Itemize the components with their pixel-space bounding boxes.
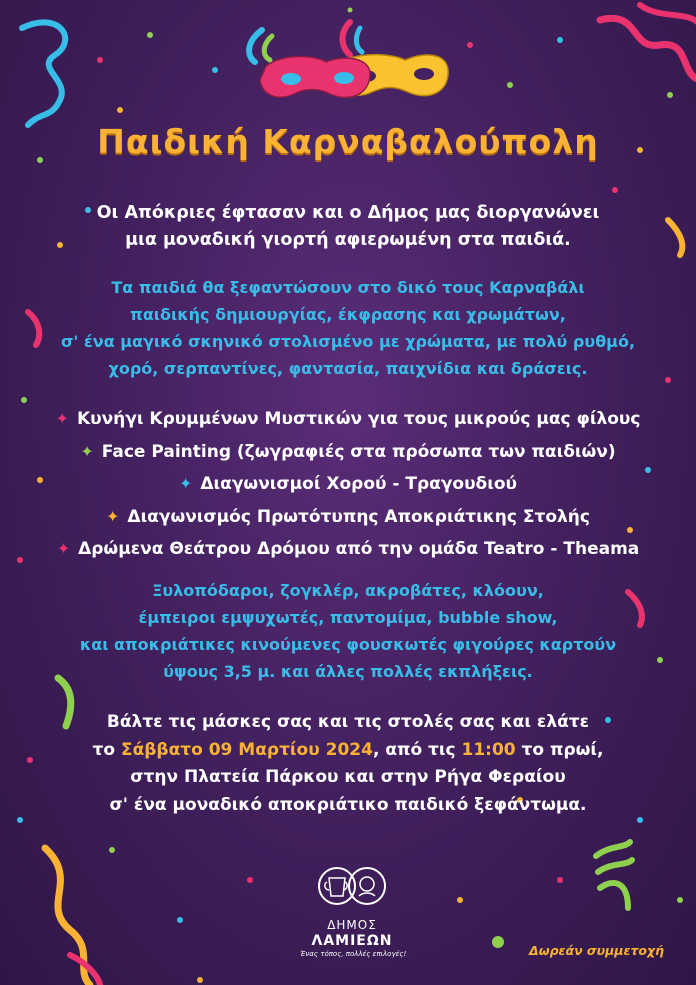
activity-text: Διαγωνισμοί Χορού - Τραγουδιού — [200, 474, 518, 494]
description-line: παιδικής δημιουργίας, έκφρασης και χρωμάτων, — [130, 305, 566, 324]
activity-text: Δρώμενα Θεάτρου Δρόμου από την ομάδα Teatro - Theama — [78, 539, 640, 559]
invitation-text: το πρωί, — [515, 739, 604, 760]
performers-line: Ξυλοπόδαροι, ζογκλέρ, ακροβάτες, κλόουν, — [152, 581, 544, 600]
page-title: Παιδική Καρναβαλούπολη — [97, 122, 599, 161]
intro-line: Οι Απόκριες έφτασαν και ο Δήμος μας διοργανώνει — [96, 203, 600, 223]
activity-text: Face Painting (ζωγραφιές στα πρόσωπα των παιδιών) — [101, 441, 616, 462]
invitation-text: , από τις — [372, 739, 462, 760]
municipality-emblem-icon — [315, 862, 389, 912]
activities-list — [0, 403, 696, 566]
free-entry-label: Δωρεάν συμμετοχή — [529, 943, 664, 958]
star-bullet-icon: ✦ — [178, 474, 193, 493]
description-line: Τα παιδιά θα ξεφαντώσουν στο δικό τους Καρναβάλι — [111, 278, 585, 297]
description-paragraph — [0, 274, 696, 382]
list-item — [0, 501, 696, 534]
star-bullet-icon: ✦ — [55, 409, 69, 428]
description-line: χορό, σερπαντίνες, φαντασία, παιχνίδια και δράσεις. — [108, 359, 588, 378]
invitation-line: στην Πλατεία Πάρκου και στην Ρήγα Φεραίου — [130, 767, 566, 787]
event-date: Σάββατο 09 Μαρτίου 2024 — [120, 739, 373, 760]
invitation-paragraph — [0, 709, 696, 819]
logo-name: ΔΗΜΟΣ — [327, 918, 377, 932]
description-line: σ' ένα μαγικό σκηνικό στολισμένο με χρώματα, με πολύ ρυθμό, — [60, 332, 636, 351]
invitation-line: Βάλτε τις μάσκες σας και τις στολές σας και ελάτε — [106, 712, 590, 732]
performers-paragraph — [0, 577, 696, 685]
invitation-text: το — [92, 739, 121, 760]
star-bullet-icon: ✦ — [56, 539, 71, 558]
star-bullet-icon: ✦ — [80, 441, 94, 461]
intro-line: μια μοναδική γιορτή αφιερωμένη στα παιδιά. — [125, 230, 571, 250]
performers-line: έμπειροι εμψυχωτές, παντομίμα, bubble show, — [138, 608, 558, 627]
list-item — [0, 436, 696, 469]
list-item — [0, 533, 696, 566]
invitation-line — [0, 737, 696, 765]
municipality-logo — [300, 862, 407, 959]
performers-line: ύψους 3,5 μ. και άλλες πολλές εκπλήξεις. — [163, 662, 533, 681]
logo-slogan: Ένας τόπος, πολλές επιλογές! — [300, 950, 407, 958]
performers-line: και αποκριάτικες κινούμενες φουσκωτές φιγούρες καρτούν — [79, 635, 617, 654]
star-bullet-icon: ✦ — [106, 506, 120, 526]
invitation-line: σ' ένα μοναδικό αποκριάτικο παιδικό ξεφάντωμα. — [109, 794, 587, 815]
list-item — [0, 403, 696, 436]
intro-paragraph — [0, 200, 696, 254]
event-time: 11:00 — [461, 739, 516, 760]
activity-text: Κυνήγι Κρυμμένων Μυστικών για τους μικρούς μας φίλους — [76, 409, 641, 429]
activity-text: Διαγωνισμός Πρωτότυπης Αποκριάτικης Στολής — [127, 506, 590, 527]
list-item — [0, 468, 696, 501]
logo-city: ΛΑΜΙΕΩΝ — [311, 933, 393, 949]
